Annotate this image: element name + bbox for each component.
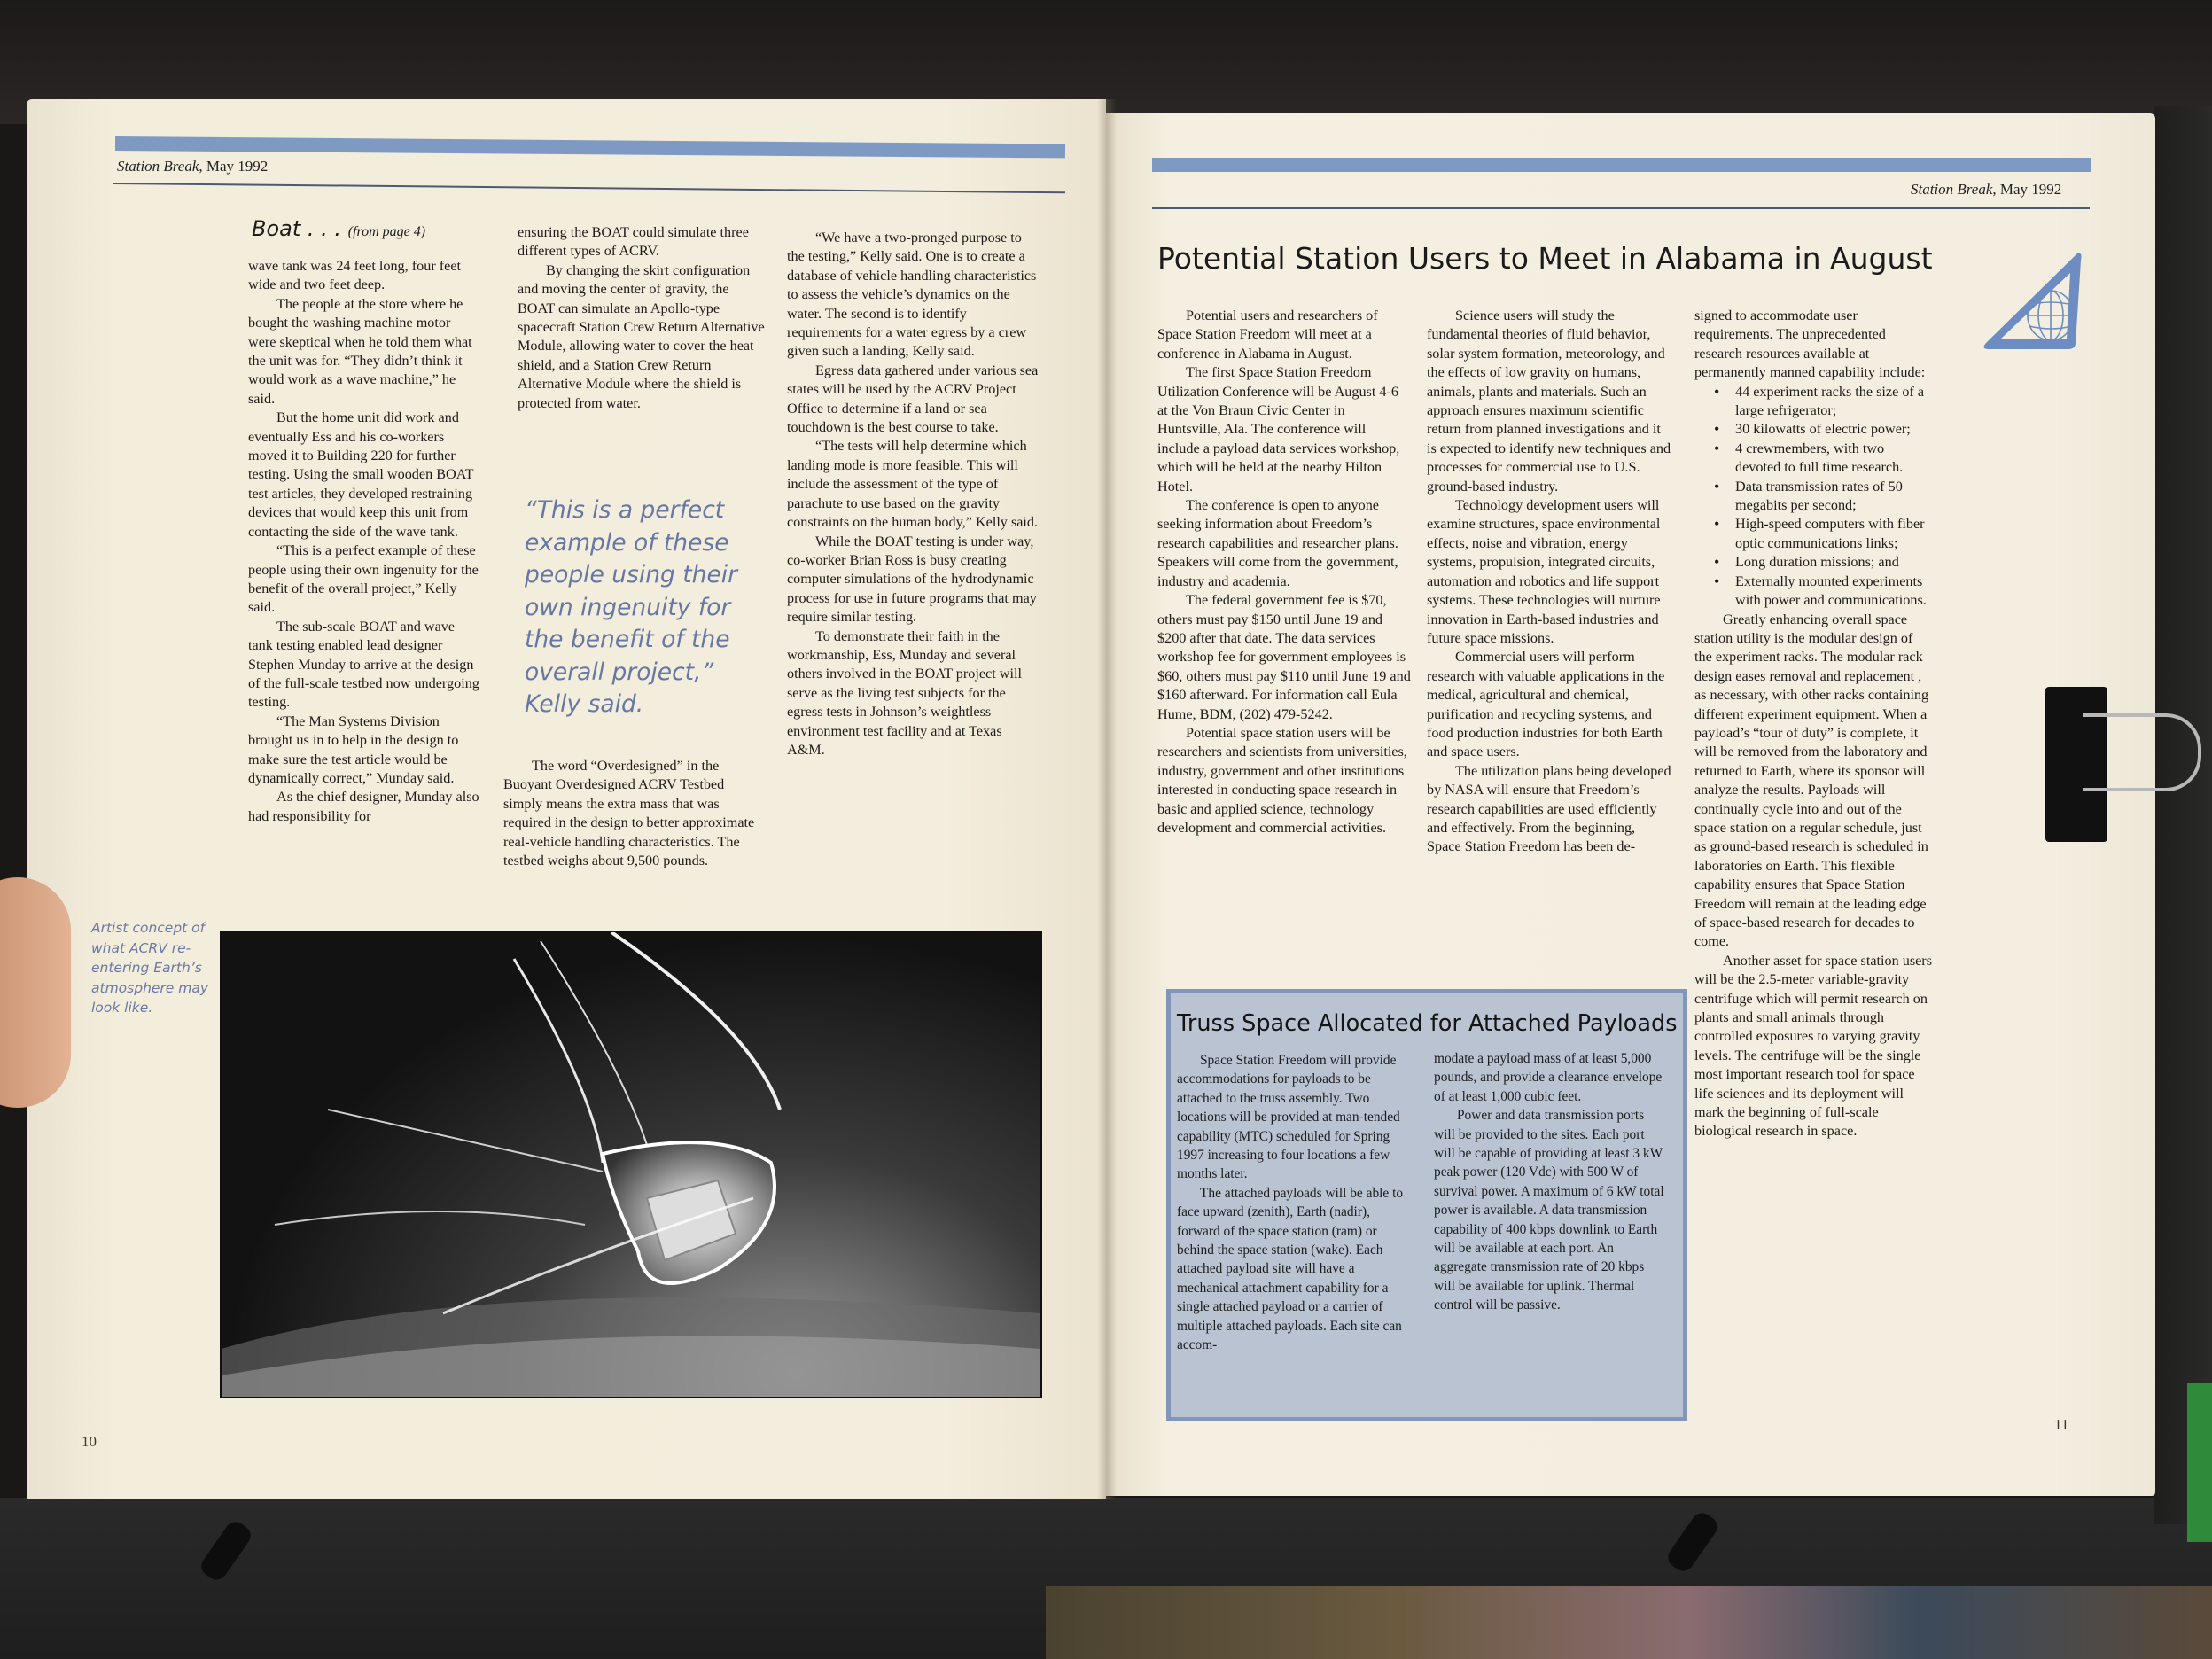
green-object	[2187, 1382, 2212, 1542]
paragraph: As the chief designer, Munday also had responsibility for	[248, 789, 479, 824]
paragraph: Potential users and researchers of Space Station Freedom will meet at a conference in Alabama in August.	[1157, 308, 1378, 362]
paragraph: “The tests will help determine which landing mode is more feasible. This will include the assessment of the type of parachute to use based on the gravity constraints on the human body,” Kelly said.	[787, 438, 1039, 531]
sidebar-column-1	[1177, 1051, 1414, 1355]
list-item: • Data transmission rates of 50 megabits per second;	[1735, 478, 1932, 516]
sidebar-column-2	[1434, 1049, 1666, 1315]
paragraph: To demonstrate their faith in the workmanship, Ess, Munday and several others involved in the BOAT project will serve as the living test subjects for the egress tests in Johnson’s weightless environment test facility and at Texas A&M.	[787, 627, 1022, 758]
paragraph: signed to accommodate user requirements. The unprecedented research resources available at permanently manned capability include:	[1694, 308, 1926, 381]
continued-kicker	[252, 216, 425, 241]
left-column-1	[248, 257, 480, 826]
capability-list	[1694, 383, 1932, 611]
left-column-2	[518, 223, 767, 413]
globe-triangle-logo-icon	[1978, 246, 2084, 356]
photo-caption: Artist concept of what ACRV re-entering Earth’s atmosphere may look like.	[91, 920, 209, 1016]
paragraph: By changing the skirt configuration and moving the center of gravity, the BOAT can simulate an Apollo-type spacecraft Station Crew Return Alternative Module, allowing water to cover the heat shield, and a Station Crew Return Alternative Module where the shield is protected from water.	[518, 261, 765, 411]
paragraph: modate a payload mass of at least 5,000 pounds, and provide a clearance envelope of at least 1,000 cubic feet.	[1434, 1051, 1663, 1104]
paragraph: Potential space station users will be researchers and scientists from universities, industry, government and other institutions interested in conducting space research in basic and applied science, technology development and commercial activities.	[1157, 724, 1407, 836]
kicker-title: Boat . . .	[252, 216, 342, 241]
background-right	[2154, 106, 2212, 1524]
paragraph: The attached payloads will be able to face upward (zenith), Earth (nadir), forward of the space station (ram) or behind the space station (wake). Each attached payload site will have a mechanical attachment capability for a single attached payload or a carrier of multiple attached payloads. Each site can accom-	[1177, 1185, 1404, 1353]
paragraph: The sub-scale BOAT and wave tank testing enabled lead designer Stephen Munday to arrive at the design of the full-scale testbed now undergoing testing.	[248, 618, 479, 711]
kicker-continued: (from page 4)	[347, 224, 426, 239]
right-column-3	[1694, 307, 1932, 1141]
paragraph: While the BOAT testing is under way, co-worker Brian Ross is busy creating computer simulations of the hydrodynamic process for use in future programs that may require similar testing.	[787, 533, 1037, 626]
paragraph: “This is a perfect example of these people using their own ingenuity for the benefit of the overall project,” Kelly said.	[248, 542, 479, 616]
paragraph: “We have a two-pronged purpose to the testing,” Kelly said. One is to create a database of vehicle handling characteristics to assess the vehicle’s dynamics on the water. The second is to identify requirements for a water egress by a crew given such a landing, Kelly said.	[787, 230, 1037, 360]
list-item: • 4 crewmembers, with two devoted to full time research.	[1735, 440, 1932, 478]
right-column-1	[1157, 307, 1411, 837]
page-number-right: 11	[2054, 1416, 2069, 1433]
list-item: • Externally mounted experiments with power and communications.	[1735, 572, 1932, 611]
paragraph: The people at the store where he bought the washing machine motor were skeptical when he told them what the unit was for. “They didn’t think it would work as a wave machine,” he said.	[248, 295, 472, 407]
paragraph: But the home unit did work and eventually Ess and his co-workers moved it to Building 220 for further testing. Using the small wooden BOAT test articles, they developed restraining devices that would keep this unit from contacting the side of the wave tank.	[248, 409, 474, 540]
masthead-right	[1911, 181, 2061, 199]
paragraph: Technology development users will examine structures, space environmental effects, noise and vibration, energy systems, propulsion, integrated circuits, automation and robotics and life support systems. These technologies will nurture innovation in Earth-based industries and future space missions.	[1427, 497, 1661, 646]
paragraph: Greatly enhancing overall space station utility is the modular design of the experiment racks. The modular rack design eases removal and replacement , as necessary, with other racks containing different experiment equipment. When a payload’s “tour of duty” is complete, it will be removed from the laboratory and returned to Earth, where its sponsor will analyze the results. Payloads will continually cycle into and out of the space station on a regular schedule, just as ground-based research is scheduled in laboratories on Earth. This flexible capability ensures that Space Station Freedom will remain at the leading edge of space-based research for decades to come.	[1694, 611, 1929, 950]
paragraph: The utilization plans being developed by NASA will ensure that Freedom’s research capabilities are used efficiently and effectively. From the beginning, Space Station Freedom has been de-	[1427, 762, 1671, 855]
publication-name: Station Break	[1911, 181, 1993, 198]
floor-background	[1046, 1586, 2212, 1659]
paragraph: Power and data transmission ports will be provided to the sites. Each port will be capable of providing at least 3 kW peak power (120 Vdc) with 500 W of survival power. A maximum of 6 kW total power is available. A data transmission capability of 400 kbps downlink to Earth will be available at each port. An aggregate transmission rate of 20 kbps will be available for uplink. Thermal control will be passive.	[1434, 1108, 1664, 1313]
paragraph: wave tank was 24 feet long, four feet wide and two feet deep.	[248, 258, 462, 293]
masthead-date: , May 1992	[1992, 181, 2062, 198]
paragraph: The conference is open to anyone seeking information about Freedom’s research capabilities and researcher plans. Speakers will come from the government, industry and academia.	[1157, 497, 1398, 589]
left-column-2-continued	[503, 757, 760, 870]
acrv-reentry-photo	[220, 931, 1042, 1398]
acrv-reentry-illustration	[222, 932, 1040, 1397]
paragraph: “The Man Systems Division brought us in to help in the design to make sure the test article would be dynamically correct,” Munday said.	[248, 713, 459, 786]
list-item: • 44 experiment racks the size of a large refrigerator;	[1735, 383, 1932, 421]
publication-name: Station Break	[117, 158, 199, 175]
paragraph: The federal government fee is $70, others must pay $150 until June 19 and $200 after that date. The data services workshop fee for government employees is $60, others must pay $110 until June 19 and $160 afterward. For information call Eula Hume, BDM, (202) 479-5242.	[1157, 592, 1411, 722]
paragraph: Another asset for space station users will be the 2.5-meter variable-gravity centrifuge which will permit research on plants and small animals through controlled exposures to varying gravity levels. The centrifuge will be the single most important research tool for space life sciences and its deployment will mark the beginning of full-scale biological research in space.	[1694, 952, 1932, 1140]
paragraph: Space Station Freedom will provide accommodations for payloads to be attached to the truss assembly. Two locations will be provided at man-tended capability (MTC) scheduled for Spring 1997 increasing to four locations a few months later.	[1177, 1053, 1400, 1182]
list-item: • 30 kilowatts of electric power;	[1735, 420, 1932, 439]
paragraph: The first Space Station Freedom Utilization Conference will be August 4-6 at the Von Braun Civic Center in Huntsville, Ala. The conference will include a payload data services workshop, which will be held at the nearby Hilton Hotel.	[1157, 364, 1400, 495]
thumb	[0, 877, 71, 1108]
article-headline: Potential Station Users to Meet in Alabama in August	[1157, 241, 1933, 276]
right-column-2	[1427, 307, 1671, 857]
left-column-3	[787, 229, 1042, 759]
list-item: • Long duration missions; and	[1735, 553, 1932, 572]
paragraph: The word “Overdesigned” in the Buoyant Overdesigned ACRV Testbed simply means the extra mass that was required in the design to better approximate real-vehicle handling characteristics. The testbed weighs about 9,500 pounds.	[503, 758, 755, 869]
binder-clip-wire	[2083, 713, 2201, 791]
paragraph: ensuring the BOAT could simulate three different types of ACRV.	[518, 224, 749, 260]
header-bar	[1152, 158, 2091, 172]
page-gutter	[1097, 99, 1117, 1499]
paragraph: Commercial users will perform research with valuable applications in the medical, agricultural and chemical, purification and recycling systems, and food production industries for both Earth and space users.	[1427, 649, 1665, 760]
masthead-left	[117, 158, 268, 175]
header-rule	[1152, 207, 2090, 209]
paragraph: Science users will study the fundamental theories of fluid behavior, solar system formation, meteorology, and the effects of low gravity on humans, animals, plants and materials. Such an approach ensures maximum scientific return from planned investigations and it is expected to identify new techniques and processes for commercial use to U.S. ground-based industry.	[1427, 308, 1671, 495]
paragraph: Egress data gathered under various sea states will be used by the ACRV Project Office to determine if a land or sea touchdown is the best course to take.	[787, 362, 1039, 436]
sidebar-title: Truss Space Allocated for Attached Payloads	[1177, 1010, 1678, 1037]
list-item: • High-speed computers with fiber optic communications links;	[1735, 515, 1932, 553]
masthead-date: , May 1992	[199, 158, 269, 175]
pull-quote: “This is a perfect example of these people using their own ingenuity for the benefit of the overall project,” Kelly said.	[525, 496, 738, 718]
page-number-left: 10	[82, 1433, 97, 1450]
